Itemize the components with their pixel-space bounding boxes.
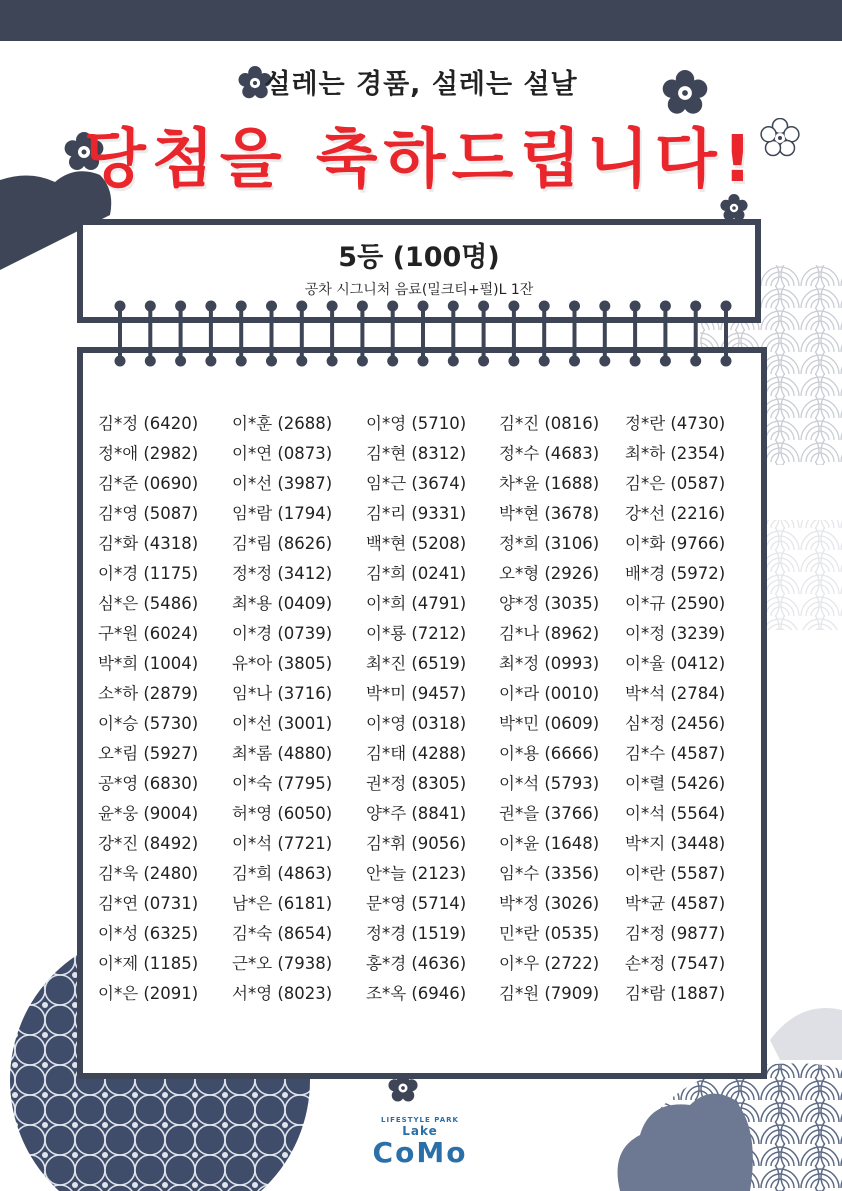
winner-entry: 정*정 (3412): [232, 564, 333, 583]
binder-ring-hole: [357, 301, 368, 312]
binder-ring-hole: [478, 356, 489, 367]
winner-entry: 이*란 (5587): [625, 864, 726, 883]
winner-entry: 정*희 (3106): [499, 534, 600, 553]
winner-entry: 남*은 (6181): [232, 894, 333, 913]
binder-ring: [179, 306, 183, 362]
binder-ring-hole: [539, 301, 550, 312]
binder-ring-hole: [508, 301, 519, 312]
winner-entry: 김*림 (8626): [232, 534, 333, 553]
binder-ring-hole: [418, 301, 429, 312]
binder-ring: [633, 306, 637, 362]
winner-entry: 박*희 (1004): [98, 654, 199, 673]
winner-entry: 김*숙 (8654): [232, 924, 333, 943]
binder-ring: [603, 306, 607, 362]
winner-entry: 박*현 (3678): [499, 504, 600, 523]
binder-ring: [391, 306, 395, 362]
winner-entry: 박*미 (9457): [366, 684, 467, 703]
event-subtitle: 설레는 경품, 설레는 설날: [264, 69, 578, 100]
binder-ring-hole: [175, 356, 186, 367]
winner-entry: 김*희 (4863): [232, 864, 333, 883]
winner-entry: 구*원 (6024): [98, 624, 199, 643]
binder-ring: [360, 306, 364, 362]
binder-ring: [421, 306, 425, 362]
winner-entry: 김*욱 (2480): [98, 864, 199, 883]
binder-ring: [209, 306, 213, 362]
winner-entry: 이*영 (0318): [366, 714, 467, 733]
winner-entry: 박*민 (0609): [499, 714, 600, 733]
winner-entry: 이*선 (3001): [232, 714, 333, 733]
binder-ring-hole: [387, 356, 398, 367]
winner-entry: 심*은 (5486): [98, 594, 199, 613]
winner-entry: 정*경 (1519): [366, 924, 467, 943]
binder-ring-hole: [175, 301, 186, 312]
winner-entry: 최*정 (0993): [499, 654, 600, 673]
winner-entry: 이*우 (2722): [499, 954, 600, 973]
winner-entry: 이*윤 (1648): [499, 834, 600, 853]
binder-ring-hole: [721, 301, 732, 312]
binder-ring: [724, 306, 728, 362]
binder-ring-hole: [660, 301, 671, 312]
binder-ring-hole: [599, 301, 610, 312]
winner-entry: 이*라 (0010): [499, 684, 600, 703]
winner-entry: 이*숙 (7795): [232, 774, 333, 793]
winner-entry: 김*정 (6420): [98, 414, 199, 433]
binder-ring: [270, 306, 274, 362]
winner-entry: 이*성 (6325): [98, 924, 199, 943]
winner-entry: 공*영 (6830): [98, 774, 199, 793]
binder-ring-hole: [357, 356, 368, 367]
binder-ring-hole: [115, 301, 126, 312]
winner-entry: 김*리 (9331): [366, 504, 467, 523]
winner-entry: 안*늘 (2123): [366, 864, 467, 883]
winner-entry: 권*을 (3766): [499, 804, 600, 823]
binder-ring-hole: [236, 301, 247, 312]
binder-ring-hole: [569, 356, 580, 367]
winner-entry: 김*태 (4288): [366, 744, 467, 763]
winner-entry: 이*율 (0412): [625, 654, 726, 673]
lake-como-logo: [360, 1116, 480, 1186]
winner-entry: 이*희 (4791): [366, 594, 467, 613]
winner-entry: 양*정 (3035): [499, 594, 600, 613]
winner-entry: 손*정 (7547): [625, 954, 726, 973]
winner-entry: 강*진 (8492): [98, 834, 199, 853]
winner-entry: 최*하 (2354): [625, 444, 726, 463]
winner-entry: 김*연 (0731): [98, 894, 199, 913]
winner-entry: 이*룡 (7212): [366, 624, 467, 643]
prize-description: 공차 시그니처 음료(밀크티+펄)L 1잔: [304, 282, 534, 298]
winner-entry: 이*영 (5710): [366, 414, 467, 433]
winner-entry: 김*은 (0587): [625, 474, 726, 493]
winner-entry: 백*현 (5208): [366, 534, 467, 553]
winner-entry: 이*은 (2091): [98, 984, 199, 1003]
binder-ring: [482, 306, 486, 362]
binder-ring-hole: [630, 356, 641, 367]
winner-entry: 민*란 (0535): [499, 924, 600, 943]
binder-ring-hole: [266, 301, 277, 312]
binder-ring-hole: [418, 356, 429, 367]
winner-entry: 홍*경 (4636): [366, 954, 467, 973]
winner-entry: 이*화 (9766): [625, 534, 726, 553]
binder-ring-hole: [205, 356, 216, 367]
winner-entry: 박*지 (3448): [625, 834, 726, 853]
winner-entry: 임*나 (3716): [232, 684, 333, 703]
binder-ring: [330, 306, 334, 362]
winner-entry: 최*용 (0409): [232, 594, 333, 613]
winner-entry: 양*주 (8841): [366, 804, 467, 823]
binder-ring-hole: [569, 301, 580, 312]
binder-ring-hole: [448, 301, 459, 312]
winner-entry: 이*용 (6666): [499, 744, 600, 763]
winner-entry: 정*애 (2982): [98, 444, 199, 463]
winner-entry: 김*희 (0241): [366, 564, 467, 583]
logo-como-text: CoMo: [372, 1136, 468, 1169]
prize-rank-title: 5등 (100명): [338, 242, 500, 273]
winner-entry: 김*수 (4587): [625, 744, 726, 763]
binder-ring-hole: [508, 356, 519, 367]
winner-entry: 이*연 (0873): [232, 444, 333, 463]
binder-ring-hole: [539, 356, 550, 367]
binder-ring-hole: [296, 301, 307, 312]
binder-ring-hole: [690, 356, 701, 367]
binder-ring-hole: [266, 356, 277, 367]
binder-ring: [451, 306, 455, 362]
binder-ring: [694, 306, 698, 362]
winner-entry: 정*란 (4730): [625, 414, 726, 433]
logo-lake-text: Lake: [402, 1124, 438, 1138]
winner-entry: 이*승 (5730): [98, 714, 199, 733]
binder-ring: [148, 306, 152, 362]
winner-entry: 이*정 (3239): [625, 624, 726, 643]
binder-ring-hole: [327, 301, 338, 312]
winner-entry: 차*윤 (1688): [499, 474, 600, 493]
binder-ring: [300, 306, 304, 362]
winner-entry: 소*하 (2879): [98, 684, 199, 703]
winner-entry: 유*아 (3805): [232, 654, 333, 673]
winner-entry: 이*석 (5793): [499, 774, 600, 793]
binder-ring-hole: [387, 301, 398, 312]
winner-entry: 오*형 (2926): [499, 564, 600, 583]
binder-ring-hole: [478, 301, 489, 312]
winner-entry: 임*람 (1794): [232, 504, 333, 523]
winner-entry: 이*훈 (2688): [232, 414, 333, 433]
winner-entry: 강*선 (2216): [625, 504, 726, 523]
winner-entry: 김*정 (9877): [625, 924, 726, 943]
binder-ring-hole: [296, 356, 307, 367]
winner-entry: 조*옥 (6946): [366, 984, 467, 1003]
binder-ring-hole: [327, 356, 338, 367]
binder-ring-hole: [630, 301, 641, 312]
binder-ring-hole: [690, 301, 701, 312]
winner-entry: 김*화 (4318): [98, 534, 199, 553]
binder-ring-hole: [236, 356, 247, 367]
binder-ring: [542, 306, 546, 362]
winner-entry: 임*수 (3356): [499, 864, 600, 883]
winner-entry: 김*원 (7909): [499, 984, 600, 1003]
binder-ring-hole: [145, 301, 156, 312]
winner-entry: 근*오 (7938): [232, 954, 333, 973]
winner-entry: 오*림 (5927): [98, 744, 199, 763]
winner-entry: 김*영 (5087): [98, 504, 199, 523]
binder-ring: [118, 306, 122, 362]
winner-entry: 배*경 (5972): [625, 564, 726, 583]
binder-ring-hole: [660, 356, 671, 367]
winner-entry: 박*석 (2784): [625, 684, 726, 703]
binder-ring: [573, 306, 577, 362]
logo-tagline: LIFESTYLE PARK: [381, 1116, 459, 1124]
winner-entry: 임*근 (3674): [366, 474, 467, 493]
congratulations-headline: 당첨을 축하드립니다!: [84, 123, 758, 197]
winner-entry: 이*렬 (5426): [625, 774, 726, 793]
winner-entry: 이*경 (0739): [232, 624, 333, 643]
winner-entry: 박*정 (3026): [499, 894, 600, 913]
winner-entry: 최*진 (6519): [366, 654, 467, 673]
winner-entry: 이*경 (1175): [98, 564, 199, 583]
winner-entry: 권*정 (8305): [366, 774, 467, 793]
winner-entry: 김*진 (0816): [499, 414, 600, 433]
binder-ring-hole: [448, 356, 459, 367]
winner-entry: 이*석 (5564): [625, 804, 726, 823]
winner-entry: 허*영 (6050): [232, 804, 333, 823]
winner-entry: 최*롬 (4880): [232, 744, 333, 763]
winner-entry: 김*나 (8962): [499, 624, 600, 643]
winner-entry: 박*균 (4587): [625, 894, 726, 913]
winner-entry: 정*수 (4683): [499, 444, 600, 463]
binder-ring-hole: [115, 356, 126, 367]
winner-entry: 이*규 (2590): [625, 594, 726, 613]
winner-entry: 김*현 (8312): [366, 444, 467, 463]
winner-entry: 이*석 (7721): [232, 834, 333, 853]
binder-ring-hole: [721, 356, 732, 367]
binder-ring-hole: [205, 301, 216, 312]
winner-entry: 이*선 (3987): [232, 474, 333, 493]
winner-entry: 김*준 (0690): [98, 474, 199, 493]
binder-ring: [512, 306, 516, 362]
winner-entry: 김*휘 (9056): [366, 834, 467, 853]
winner-entry: 윤*웅 (9004): [98, 804, 199, 823]
binder-ring-hole: [145, 356, 156, 367]
binder-ring: [239, 306, 243, 362]
winner-entry: 서*영 (8023): [232, 984, 333, 1003]
binder-ring-hole: [599, 356, 610, 367]
winner-entry: 문*영 (5714): [366, 894, 467, 913]
winner-entry: 심*정 (2456): [625, 714, 726, 733]
winner-entry: 김*람 (1887): [625, 984, 726, 1003]
binder-ring: [663, 306, 667, 362]
winner-entry: 이*제 (1185): [98, 954, 199, 973]
